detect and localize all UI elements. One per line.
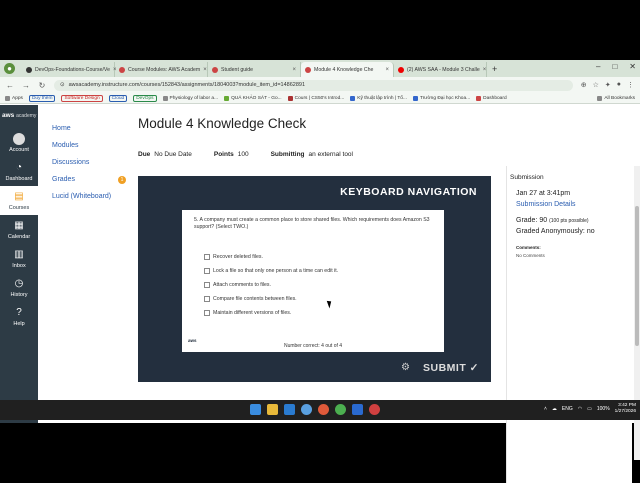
- reload-icon[interactable]: ↻: [38, 80, 46, 90]
- clock-icon: ◷: [14, 277, 24, 289]
- checkbox[interactable]: [204, 254, 210, 260]
- gear-icon[interactable]: ⚙: [401, 362, 410, 373]
- course-nav-grades[interactable]: Grades 1: [52, 171, 132, 188]
- assignment-meta: Due No Due Date Points 100 Submitting an external tool: [138, 151, 353, 158]
- toolbar-icons: [581, 81, 634, 89]
- scrollbar-thumb[interactable]: [635, 206, 639, 346]
- page-icon: [413, 96, 418, 101]
- menu-icon[interactable]: ⋮: [627, 82, 634, 89]
- window-controls: [596, 62, 636, 71]
- bookmark[interactable]: Duy thêm: [29, 95, 56, 102]
- nav-account[interactable]: Account: [0, 128, 38, 157]
- battery-icon[interactable]: ▭: [587, 406, 592, 412]
- checkbox[interactable]: [204, 310, 210, 316]
- number-correct: Number correct: 4 out of 4: [283, 343, 343, 349]
- help-icon: ?: [16, 306, 22, 318]
- bookmark-apps[interactable]: Apps: [5, 96, 23, 101]
- page-icon: [350, 96, 355, 101]
- youtube-icon: [398, 67, 404, 73]
- maximize-icon[interactable]: □: [612, 62, 618, 71]
- checkbox[interactable]: [204, 296, 210, 302]
- taskbar: [0, 400, 640, 420]
- course-nav-lucid[interactable]: Lucid (Whiteboard): [52, 193, 112, 200]
- submission-title: Submission: [510, 174, 544, 181]
- chevron-up-icon[interactable]: ˄: [543, 406, 547, 412]
- url-input[interactable]: ⊙ awsacademy.instructure.com/courses/152843/assignments/1804003?module_item_id=14862891: [54, 80, 573, 91]
- bookmark[interactable]: Trường Đại học Khoa...: [413, 96, 470, 101]
- page-title: Module 4 Knowledge Check: [138, 116, 307, 131]
- canvas-icon: [119, 67, 125, 73]
- taskbar-apps: [250, 404, 380, 415]
- app-icon[interactable]: [301, 404, 312, 415]
- system-tray: [544, 403, 636, 415]
- close-icon[interactable]: ×: [292, 66, 296, 73]
- minimize-icon[interactable]: –: [596, 62, 601, 71]
- cloud-icon[interactable]: ☁: [551, 406, 557, 412]
- calendar-icon: ▦: [14, 219, 24, 231]
- close-icon[interactable]: ×: [112, 66, 117, 73]
- battery-percent: 100%: [596, 406, 610, 412]
- nav-dashboard[interactable]: ◔ Dashboard: [5, 161, 33, 182]
- comments-value: No Comments: [516, 253, 545, 258]
- course-nav-home[interactable]: Home: [52, 125, 71, 132]
- answer-options: [204, 250, 338, 320]
- submit-button[interactable]: SUBMIT ✓: [423, 362, 479, 374]
- app-icon[interactable]: [352, 404, 363, 415]
- keyboard-navigation-button[interactable]: KEYBOARD NAVIGATION: [340, 186, 477, 198]
- question-card: [182, 210, 444, 352]
- question-text: 5. A company must create a common place to store shared files. Which requirements does Amazon S3 support? (Select TWO.): [194, 217, 430, 230]
- lang-indicator[interactable]: ENG: [561, 406, 573, 412]
- bookmark[interactable]: QUÁ KHẢO SÁT - Go...: [224, 96, 282, 101]
- answer-option[interactable]: Recover deleted files.: [204, 250, 338, 264]
- close-icon[interactable]: ×: [482, 66, 487, 73]
- browser-tab[interactable]: Student guide ×: [208, 62, 301, 77]
- wifi-icon[interactable]: ◠: [577, 406, 583, 412]
- nav-help[interactable]: ? Help: [13, 306, 25, 327]
- apps-icon: [5, 96, 10, 101]
- nav-courses[interactable]: ▤ Courses: [0, 186, 38, 215]
- bookmark[interactable]: Cloud: [109, 95, 128, 102]
- app-icon[interactable]: [318, 404, 329, 415]
- nav-calendar[interactable]: ▦ Calendar: [7, 219, 31, 240]
- browser-tab-active[interactable]: Module 4 Knowledge Che ×: [301, 62, 394, 77]
- back-icon[interactable]: ←: [6, 80, 14, 90]
- screen: [0, 60, 640, 423]
- github-icon: [26, 67, 32, 73]
- forms-icon: [224, 96, 229, 101]
- answer-option[interactable]: Maintain different versions of files.: [204, 306, 338, 320]
- app-icon[interactable]: [369, 404, 380, 415]
- close-icon[interactable]: ×: [203, 66, 207, 73]
- comments-label: Comments:: [516, 245, 541, 250]
- bookmark[interactable]: Cours | CS50's Introd...: [288, 96, 345, 101]
- page-icon: [288, 96, 293, 101]
- graded-anonymously: Graded Anonymously: no: [516, 228, 595, 235]
- course-nav: [52, 120, 132, 205]
- bookmarks-bar: [0, 93, 640, 104]
- page-icon: [163, 96, 168, 101]
- clock[interactable]: 3:42 PM 1/27/2026: [614, 403, 636, 414]
- vscode-icon[interactable]: [284, 404, 295, 415]
- browser-tab[interactable]: Course Modules: AWS Academ ×: [115, 62, 208, 77]
- answer-option[interactable]: Lock a file so that only one person at a time can edit it.: [204, 264, 338, 278]
- bookmark[interactable]: Physiology of labor a...: [163, 96, 219, 101]
- book-icon: ▤: [14, 190, 24, 202]
- forward-icon[interactable]: →: [22, 80, 30, 90]
- bookmark[interactable]: Dashboard: [476, 96, 506, 101]
- right-sidebar: [506, 166, 632, 483]
- tab-strip: [0, 60, 640, 77]
- new-tab-button[interactable]: +: [492, 64, 498, 74]
- browser-profile-icon[interactable]: ●: [4, 63, 15, 74]
- submission-details-link[interactable]: Submission Details: [516, 201, 576, 208]
- all-bookmarks[interactable]: All Bookmarks: [597, 96, 635, 101]
- star-icon[interactable]: ☆: [592, 82, 599, 89]
- site-info-icon[interactable]: ⊙: [60, 82, 65, 88]
- folder-icon: [597, 96, 602, 101]
- check-icon: ✓: [469, 362, 479, 374]
- bookmark[interactable]: Software Design: [61, 95, 102, 102]
- submission-date: Jan 27 at 3:41pm: [516, 190, 571, 197]
- canvas-icon: [305, 67, 311, 73]
- canvas-icon: [476, 96, 481, 101]
- bookmark[interactable]: Kỹ thuật lập trình | Tổ...: [350, 96, 407, 101]
- windows-start-icon[interactable]: [250, 404, 261, 415]
- course-nav-modules[interactable]: Modules: [52, 142, 79, 149]
- grade: Grade: 90 (100 pts possible): [516, 217, 589, 224]
- global-nav: [0, 105, 38, 423]
- close-icon[interactable]: ×: [385, 66, 389, 73]
- aws-logo: aws: [188, 338, 197, 343]
- bookmark[interactable]: DevOps: [133, 95, 156, 102]
- zoom-icon[interactable]: ⊕: [580, 82, 587, 89]
- quiz-frame: [138, 176, 491, 382]
- address-bar-row: [0, 77, 640, 93]
- profile-icon[interactable]: ●: [616, 81, 621, 88]
- grades-badge: 1: [118, 176, 126, 184]
- answer-option[interactable]: Attach comments to files.: [204, 278, 338, 292]
- nav-history[interactable]: ◷ History: [10, 277, 28, 298]
- checkbox[interactable]: [204, 268, 210, 274]
- dashboard-icon: ◔: [15, 161, 23, 173]
- avatar: [13, 133, 25, 145]
- nav-inbox[interactable]: ▥ Inbox: [12, 248, 26, 269]
- chrome-icon[interactable]: [335, 404, 346, 415]
- checkbox[interactable]: [204, 282, 210, 288]
- inbox-icon: ▥: [14, 248, 24, 260]
- browser-tab[interactable]: (2) AWS SAA - Module 3 Challe ×: [394, 62, 487, 77]
- browser-tab[interactable]: DevOps-Foundations-Course/Ve ×: [22, 62, 115, 77]
- file-explorer-icon[interactable]: [267, 404, 278, 415]
- answer-option[interactable]: Compare file contents between files.: [204, 292, 338, 306]
- extensions-icon[interactable]: ✦: [604, 82, 611, 89]
- course-nav-discussions[interactable]: Discussions: [52, 159, 90, 166]
- aws-academy-logo[interactable]: aws academy: [2, 112, 37, 119]
- close-window-icon[interactable]: ✕: [629, 62, 636, 71]
- canvas-icon: [212, 67, 218, 73]
